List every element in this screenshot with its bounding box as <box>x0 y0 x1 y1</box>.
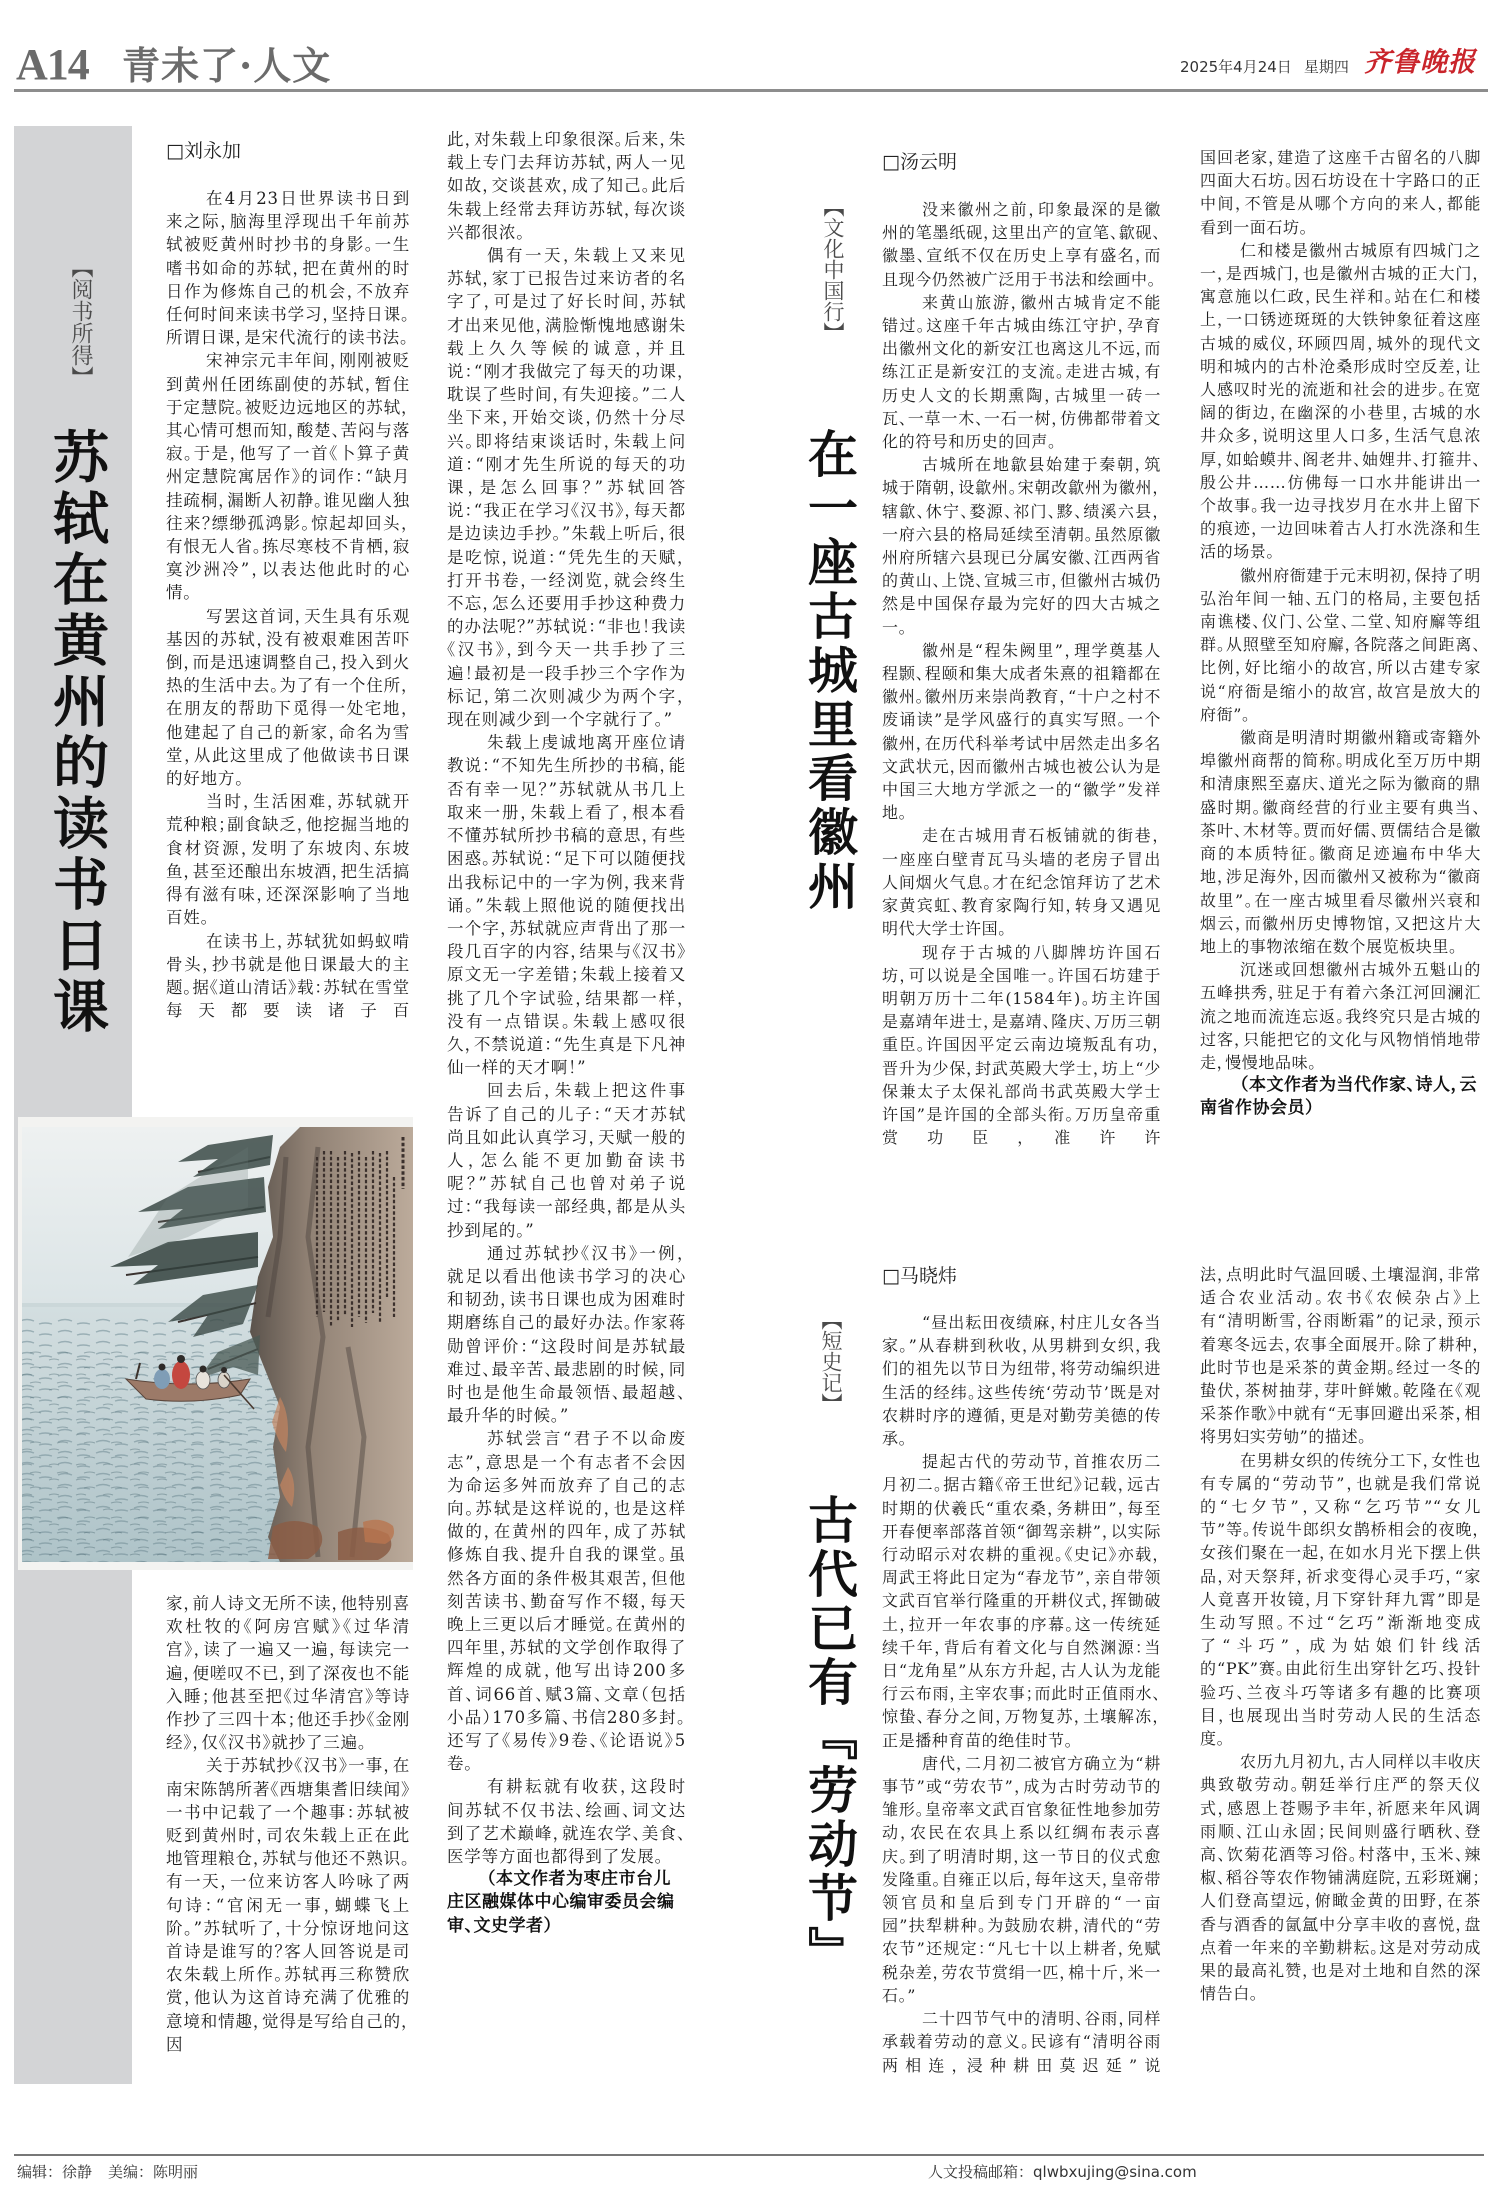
submission-email: 人文投稿邮箱：qlwbxujing@sina.com <box>928 2163 1197 2181</box>
text-column-4 <box>1200 1263 1481 2006</box>
paragraph: 关于苏轼抄《汉书》一事，在南宋陈鹄所著《西塘集耆旧续闻》一书中记载了一个趣事：苏轼被贬到黄州时，司农朱载上正在此地管理粮仓，苏轼与他还不熟识。有一天，一位来访客人吟咏了两句诗：“官闲无一事，蝴蝶飞上阶。”苏轼听了，十分惊讶地问这首诗是谁写的？客人回答说是司农朱载上所作。苏轼再三称赞欣赏，他认为这首诗充满了优雅的意境和情趣，觉得是写给自己的，因 <box>166 1756 410 2054</box>
section-name: 青未了·人文 <box>122 43 332 88</box>
section-label: 【文化中国行】 <box>821 196 845 343</box>
title-sidebar-band <box>14 126 132 2084</box>
paragraph-continued: 国回老家，建造了这座千古留名的八脚四面大石坊。因石坊设在十字路口的正中间，不管是从哪个方向的来人，都能看到一面石坊。 <box>1200 148 1481 237</box>
section-label: 【阅书所得】 <box>68 256 93 388</box>
footer-divider <box>14 2154 1484 2156</box>
paragraph: 回去后，朱载上把这件事告诉了自己的儿子：“天才苏轼尚且如此认真学习，天赋一般的人，怎么能不更加勤奋读书呢？”苏轼自己也曾对弟子说过：“我每读一部经典，都是从头抄到尾的。” <box>447 1081 686 1240</box>
text-column-4 <box>1200 146 1481 1121</box>
footer-credits <box>17 2163 198 2181</box>
paragraph: 现存于古城的八脚牌坊许国石坊，可以说是全国唯一。许国石坊建于明朝万历十二年(1584年)。坊主许国是嘉靖年进士，是嘉靖、隆庆、万历三朝重臣。许国因平定云南边境叛乱有功，晋升为少保，封武英殿大学士，坊上“少保兼太子太保礼部尚书武英殿大学士许国”是许国的全部头衔。万历皇帝重赏功臣，准许许 <box>882 942 1161 1148</box>
editor-credit: 编辑：徐静 <box>17 2163 93 2181</box>
header-divider <box>14 89 1488 92</box>
paragraph: 徽州府衙建于元末明初，保持了明弘治年间一轴、五门的格局，主要包括南谯楼、仪门、公堂、二堂、知府廨等组群。从照壁至知府廨，各院落之间距离、比例，好比缩小的故宫，所以古建专家说“府衙是缩小的故宫，故宫是放大的府衙”。 <box>1200 565 1482 724</box>
paragraph: 二十四节气中的清明、谷雨，同样承载着劳动的意义。民谚有“清明谷雨两相连，浸种耕田莫迟延”说 <box>882 2009 1161 2075</box>
paragraph: 当时，生活困难，苏轼就开荒种粮；副食缺乏，他挖掘当地的食材资源，发明了东坡肉、东坡鱼，甚至还酿出东坡酒，把生活搞得有滋有味，还深深影响了当地百姓。 <box>166 792 410 928</box>
paragraph: 宋神宗元丰年间，刚刚被贬到黄州任团练副使的苏轼，暂住于定慧院。被贬边远地区的苏轼，其心情可想而知，酸楚、苦闷与落寂。于是，他写了一首《卜算子黄州定慧院寓居作》的词作：“缺月挂疏桐，漏断人初静。谁见幽人独往来？缥缈孤鸿影。惊起却回头，有恨无人省。拣尽寒枝不肯栖，寂寞沙洲冷”，以表达他此时的心情。 <box>166 351 410 603</box>
paragraph: 来黄山旅游，徽州古城肯定不能错过。这座千年古城由练江守护，孕育出徽州文化的新安江也离这儿不远，而练江正是新安江的支流。走进古城，有历史人文的长期熏陶，古城里一砖一瓦、一草一木、一石一树，仿佛都带着文化的符号和历史的回声。 <box>882 292 1161 452</box>
paragraph: 苏轼尝言“君子不以命废志”，意思是一个有志者不会因为命运多舛而放弃了自己的志向。苏轼是这样说的，也是这样做的，在黄州的四年，成了苏轼修炼自我、提升自我的课堂。虽然各方面的条件极其艰苦，但他刻苦读书、勤奋写作不辍，每天晚上三更以后才睡觉。在黄州的四年里，苏轼的文学创作取得了辉煌的成就，他写出诗200多首、词66首、赋3篇、文章（包括小品）170多篇、书信280多封。还写了《易传》9卷、《论语说》5卷。 <box>447 1429 686 1774</box>
paragraph: 古城所在地歙县始建于秦朝，筑城于隋朝，设歙州。宋朝改歙州为徽州，辖歙、休宁、婺源、祁门、黟、绩溪六县，一府六县的格局延续至清朝。虽然原徽州府所辖六县现已分属安徽、江西两省的黄山、上饶、宣城三市，但徽州古城仍然是中国保存最为完好的四大古城之一。 <box>882 455 1161 637</box>
text-column-1-top <box>166 187 410 1022</box>
painting-image <box>18 1117 413 1570</box>
text-column-3 <box>882 1311 1161 2077</box>
paragraph: 通过苏轼抄《汉书》一例，就足以看出他读书学习的决心和韧劲，读书日课也成为困难时期磨练自己的最好办法。作家蒋勋曾评价：“这段时间是苏轼最难过、最辛苦、最悲剧的时候，同时也是他生命最领悟、最超越、最升华的时候。” <box>447 1243 686 1426</box>
article-title: 在一座古城里看徽州 <box>800 428 859 914</box>
paragraph: 在男耕女织的传统分工下，女性也有专属的“劳动节”，也就是我们常说的“七夕节”，又称“乞巧节”“女儿节”等。传说牛郎织女鹊桥相会的夜晚，女孩们聚在一起，在如水月光下摆上供品，对天祭拜，祈求变得心灵手巧，“家人竟喜开妆镜，月下穿针拜九霄”即是生动写照。不过“乞巧”渐渐地变成了“斗巧”，成为姑娘们针线活的“PK”赛。由此衍生出穿针乞巧、投针验巧、兰夜斗巧等诸多有趣的比赛项目，也展现出当时劳动人民的生活态度。 <box>1200 1450 1482 1749</box>
paragraph: 提起古代的劳动节，首推农历二月初二。据古籍《帝王世纪》记载，远古时期的伏羲氏“重农桑，务耕田”，每至开春便率部落首领“御驾亲耕”，以实际行动昭示对农耕的重视。《史记》亦载，周武王将此日定为“春龙节”，亲自带领文武百官举行隆重的开耕仪式，挥锄破土，拉开一年农事的序幕。这一传统延续千年，背后有着文化与自然渊源：当日“龙角星”从东方升起，古人认为龙能行云布雨，主宰农事；而此时正值雨水、惊蛰、春分之间，万物复苏，土壤解冻，正是播种育苗的绝佳时节。 <box>882 1452 1161 1750</box>
author-byline: □刘永加 <box>166 140 241 162</box>
paragraph: 在读书上，苏轼犹如蚂蚁啃骨头，抄书就是他日课最大的主题。据《道山清话》载：苏轼在雪堂每天都要读诸子百 <box>166 931 410 1021</box>
page-code: A14 <box>16 40 89 89</box>
paragraph: 徽商是明清时期徽州籍或寄籍外埠徽州商帮的简称。明成化至万历中期和清康熙至嘉庆、道光之际为徽商的鼎盛时期。徽商经营的行业主要有典当、茶叶、木材等。贾而好儒、贾儒结合是徽商的本质特征。徽商足迹遍布中华大地，涉足海外，因而徽州又被称为“徽商故里”。在一座古城里看尽徽州兴衰和烟云，而徽州历史博物馆，又把这片大地上的事物浓缩在数个展览板块里。 <box>1200 728 1481 956</box>
paragraph: 在4月23日世界读书日到来之际，脑海里浮现出千年前苏轼被贬黄州时抄书的身影。一生嗜书如命的苏轼，把在黄州的时日作为修炼自己的机会，不放弃任何时间来读书学习，坚持日课。所谓日课，是宋代流行的读书法。 <box>166 189 410 348</box>
paragraph: 走在古城用青石板铺就的街巷，一座座白壁青瓦马头墙的老房子冒出人间烟火气息。才在纪念馆拜访了艺术家黄宾虹、教育家陶行知，转身又遇见明代大学士许国。 <box>882 826 1161 939</box>
issue-date <box>1180 58 1349 76</box>
text-column-1-bottom <box>166 1592 410 2056</box>
article-title: 古代已有『劳动节』 <box>800 1494 859 1980</box>
paragraph: 写罢这首词，天生具有乐观基因的苏轼，没有被艰难困苦吓倒，而是迅速调整自己，投入到火热的生活中去。为了有一个住所，在朋友的帮助下觅得一处宅地，他建起了自己的新家，命名为雪堂，从此这里成了他做读书日课的好地方。 <box>166 606 410 789</box>
author-bio: （本文作者为枣庄市台儿庄区融媒体中心编审委员会编审、文史学者） <box>447 1869 675 1936</box>
illustration-painting <box>18 1117 413 1570</box>
paragraph-continued: 家，前人诗文无所不读，他特别喜欢杜牧的《阿房宫赋》《过华清宫》，读了一遍又一遍，每读完一遍，便嗟叹不已，到了深夜也不能入睡；他甚至把《过华清宫》等诗作抄了三四十本；他还手抄《金刚经》，仅《汉书》就抄了三遍。 <box>166 1594 410 1753</box>
paragraph: 仁和楼是徽州古城原有四城门之一，是西城门，也是徽州古城的正大门，寓意施以仁政，民生祥和。站在仁和楼上，一口锈迹斑斑的大铁钟象征着这座古城的威仪，环顾四周，城外的现代文明和城内的古朴沧桑形成时空反差，让人感叹时光的流逝和社会的进步。在宽阔的街边，在幽深的小巷里，古城的水井众多，说明这里人口多，生活气息浓厚，如蛤蟆井、阁老井、妯娌井、打箍井、殷公井……仿佛每一口水井能讲出一个故事。我一边寻找岁月在水井上留下的痕迹，一边回味着古人打水洗涤和生活的场景。 <box>1200 240 1481 562</box>
paragraph: 偶有一天，朱载上又来见苏轼，家丁已报告过来访者的名字了，可是过了好长时间，苏轼才出来见他，满脸惭愧地感谢朱载上久久等候的诚意，并且说：“刚才我做完了每天的功课，耽误了些时间，有失迎接。”二人坐下来，开始交谈，仍然十分尽兴。即将结束谈话时，朱载上问道：“刚才先生所说的每天的功课，是怎么回事？”苏轼回答说：“我正在学习《汉书》，每天都是边读边手抄。”朱载上听后，很是吃惊，说道：“凭先生的天赋，打开书卷，一经浏览，就会终生不忘，怎么还要用手抄这种费力的办法呢？”苏轼说：“非也！我读《汉书》，到今天一共手抄了三遍！最初是一段手抄三个字作为标记，第二次则减少为两个字，现在则减少到一个字就行了。” <box>447 246 686 730</box>
section-label: 【短史记】 <box>819 1309 843 1414</box>
paragraph-continued: 法，点明此时气温回暖、土壤湿润，非常适合农业活动。农书《农候杂占》上有“清明断雪，谷雨断霜”的记录，预示着寒冬远去，农事全面展开。除了耕种，此时节也是采茶的黄金期。经过一冬的蛰伏，茶树抽芽，芽叶鲜嫩。乾隆在《观采茶作歌》中就有“无事回避出采茶，相将男妇实劳劬”的描述。 <box>1200 1265 1481 1447</box>
weekday-text: 星期四 <box>1303 58 1349 76</box>
author-byline: □马晓炜 <box>882 1265 957 1287</box>
date-text: 2025年4月24日 <box>1180 58 1292 76</box>
author-bio: （本文作者为当代作家、诗人，云南省作协会员） <box>1200 1075 1477 1119</box>
text-column-2 <box>447 128 686 1938</box>
newspaper-logo: 齐鲁晚报 <box>1364 47 1476 78</box>
paragraph: “昼出耘田夜绩麻，村庄儿女各当家。”从春耕到秋收，从男耕到女织，我们的祖先以节日为纽带，将劳动编织进生活的经纬。这些传统‘劳动节’既是对农耕时序的遵循，更是对勤劳美德的传承。 <box>882 1313 1161 1449</box>
paragraph: 朱载上虔诚地离开座位请教说：“不知先生所抄的书稿，能否有幸一见？”苏轼就从书几上取来一册，朱载上看了，根本看不懂苏轼所抄书稿的意思，有些困惑。苏轼说：“足下可以随便找出我标记中的一字为例，我来背诵。”朱载上照他说的随便找出一个字，苏轼就应声背出了那一段几百字的内容，结果与《汉书》原文无一字差错；朱载上接着又挑了几个字试验，结果都一样，没有一点错误。朱载上感叹很久，不禁说道：“先生真是下凡神仙一样的天才啊！” <box>447 733 686 1078</box>
paragraph: 唐代，二月初二被官方确立为“耕事节”或“劳农节”，成为古时劳动节的雏形。皇帝率文武百官象征性地参加劳动，农民在农具上系以红绸布表示喜庆。到了明清时期，这一节日的仪式愈发隆重。自雍正以后，每年这天，皇帝带领官员和皇后到专门开辟的“一亩园”扶犁耕种。为鼓励农耕，清代的“劳农节”还规定：“凡七十以上耕者，免赋税杂差，劳农节赏绢一匹，棉十斤，米一石。” <box>882 1753 1161 2005</box>
author-byline: □汤云明 <box>882 151 957 173</box>
designer-credit: 美编：陈明丽 <box>108 2163 199 2181</box>
paragraph-continued: 此，对朱载上印象很深。后来，朱载上专门去拜访苏轼，两人一见如故，交谈甚欢，成了知己。此后朱载上经常去拜访苏轼，每次谈兴都很浓。 <box>447 130 686 242</box>
text-column-3 <box>882 198 1161 1149</box>
paragraph: 有耕耘就有收获，这段时间苏轼不仅书法、绘画、词文达到了艺术巅峰，就连农学、美食、医学等方面也都得到了发展。 <box>447 1777 686 1867</box>
paragraph: 沉迷或回想徽州古城外五魁山的五峰拱秀，驻足于有着六条江河回澜汇流之地而流连忘返。我终究只是古城的过客，只能把它的文化与风物悄悄地带走，慢慢地品味。 <box>1200 960 1481 1072</box>
paragraph: 没来徽州之前，印象最深的是徽州的笔墨纸砚，这里出产的宣笔、歙砚、徽墨、宣纸不仅在历史上享有盛名，而且现今仍然被广泛用于书法和绘画中。 <box>882 200 1161 289</box>
paragraph: 徽州是“程朱阙里”，理学奠基人程颢、程颐和集大成者朱熹的祖籍都在徽州。徽州历来崇尚教育，“十户之村不废诵读”是学风盛行的真实写照。一个徽州，在历代科举考试中居然走出多名文武状元，因而徽州古城也被公认为是中国三大地方学派之一的“徽学”发祥地。 <box>882 640 1161 823</box>
article-title: 苏轼在黄州的读书日课 <box>44 428 110 1038</box>
paragraph: 农历九月初九，古人同样以丰收庆典致敬劳动。朝廷举行庄严的祭天仪式，感恩上苍赐予丰年，祈愿来年风调雨顺、江山永固；民间则盛行晒秋、登高、饮菊花酒等习俗。村落中，玉米、辣椒、稻谷等农作物铺满庭院，五彩斑斓；人们登高望远，俯瞰金黄的田野，在茶香与酒香的氤氲中分享丰收的喜悦，盘点着一年来的辛勤耕耘。这是对劳动成果的最高礼赞，也是对土地和自然的深情告白。 <box>1200 1752 1482 2004</box>
